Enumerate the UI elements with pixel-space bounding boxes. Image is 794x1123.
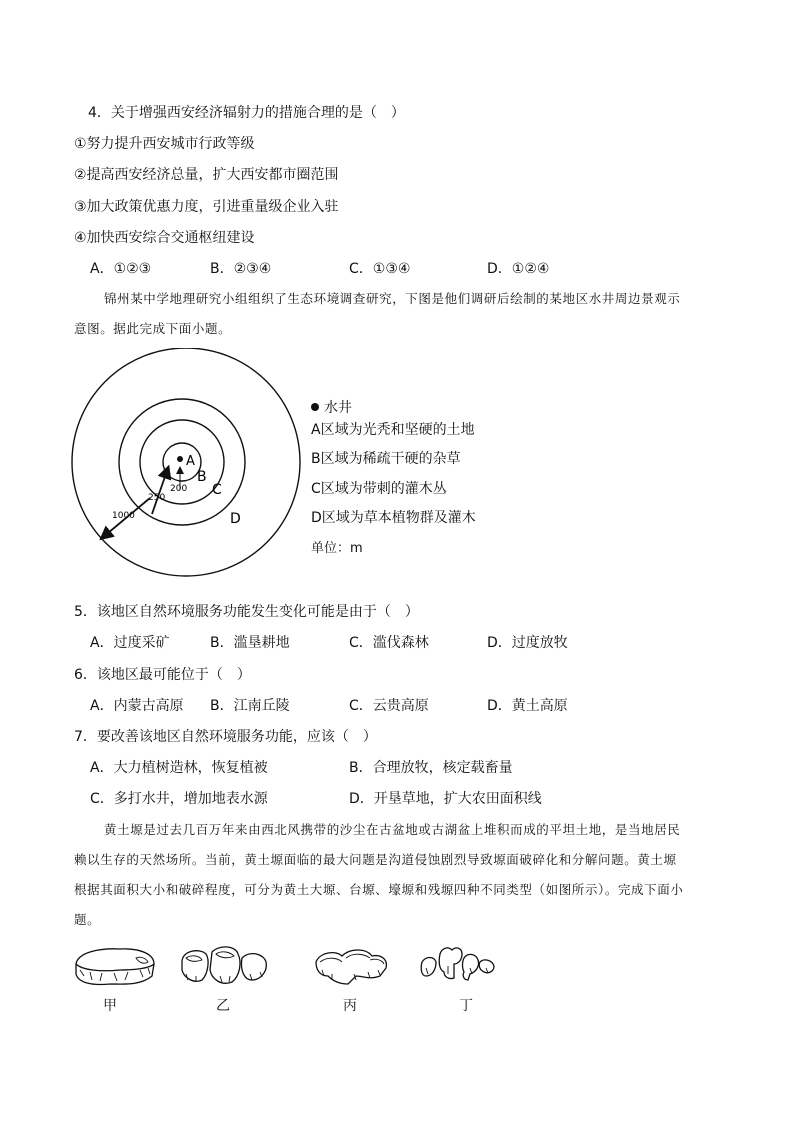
intro-paragraph-2 [74, 815, 722, 935]
label-c: C [212, 482, 222, 498]
label-ding: 丁 [459, 998, 473, 1014]
label-200: 200 [170, 484, 188, 494]
q7-option-d[interactable]: D．开垦草地，扩大农田面积线 [349, 791, 542, 807]
label-250: 250 [148, 493, 166, 503]
q5-stem: 5．该地区自然环境服务功能发生变化可能是由于（ ） [74, 604, 419, 620]
intro2-line3: 根据其面积大小和破碎程度，可分为黄土大塬、台塬、壕塬和残塬四种不同类型（如图所示）。完成下面小 [74, 882, 684, 897]
radius-arrow-1000 [102, 498, 150, 538]
q6-option-b[interactable]: B．江南丘陵 [210, 698, 290, 714]
q5-option-b[interactable]: B．滥垦耕地 [210, 635, 290, 651]
legend-c: C区域为带刺的灌木丛 [311, 481, 447, 497]
q4-item-3: ③加大政策优惠力度，引进重量级企业入驻 [74, 199, 339, 215]
legend-d: D区域为草本植物群及灌木 [311, 510, 476, 526]
q7-option-a[interactable]: A．大力植树造林，恢复植被 [90, 760, 268, 776]
q5-option-a[interactable]: A．过度采矿 [90, 635, 170, 651]
q7-stem: 7．要改善该地区自然环境服务功能，应该（ ） [74, 729, 377, 745]
legend-well-label: 水井 [324, 400, 352, 416]
label-b: B [197, 469, 207, 485]
q5-option-d[interactable]: D．过度放牧 [487, 635, 568, 651]
intro2-line4: 题。 [74, 912, 101, 927]
label-yi: 乙 [216, 998, 230, 1014]
plateau-bing-shape [316, 950, 386, 984]
legend-well [311, 399, 352, 417]
q4-item-2: ②提高西安经济总量，扩大西安都市圈范围 [74, 167, 339, 183]
q4-item-4: ④加快西安综合交通枢纽建设 [74, 230, 255, 246]
q6-option-a[interactable]: A．内蒙古高原 [90, 698, 184, 714]
plateau-yi-shape [182, 947, 266, 983]
loess-plateau-types-figure [70, 940, 510, 1000]
q6-option-d[interactable]: D．黄土高原 [487, 698, 568, 714]
label-d: D [230, 511, 241, 527]
label-a: A [186, 454, 195, 469]
well-symbol-icon [311, 403, 319, 411]
q4-option-b[interactable]: B．②③④ [210, 261, 272, 277]
q7-option-b[interactable]: B．合理放牧，核定载畜量 [349, 760, 513, 776]
zone-a-boundary [163, 443, 201, 481]
q4-option-d[interactable]: D．①②④ [487, 261, 550, 277]
intro1-line2: 意图。据此完成下面小题。 [74, 321, 232, 336]
q6-stem: 6．该地区最可能位于（ ） [74, 667, 251, 683]
intro1-line1: 锦州某中学地理研究小组组织了生态环境调查研究，下图是他们调研后绘制的某地区水井周边景观示 [104, 291, 681, 306]
legend-unit: 单位：m [311, 541, 363, 556]
plateau-jia-shape [76, 949, 154, 985]
q5-option-c[interactable]: C．滥伐森林 [349, 635, 429, 651]
q4-item-1: ①努力提升西安城市行政等级 [74, 136, 255, 152]
radius-arrow-250 [152, 468, 168, 514]
q4-stem: 4．关于增强西安经济辐射力的措施合理的是（ ） [88, 105, 405, 121]
intro2-line2: 赖以生存的天然场所。当前，黄土塬面临的最大问题是沟道侵蚀剧烈导致塬面破碎化和分解问题。黄土塬 [74, 852, 677, 867]
plateau-ding-shape [421, 948, 494, 980]
well-landscape-diagram [60, 348, 310, 598]
legend-a: A区域为光秃和坚硬的土地 [311, 422, 475, 438]
q7-option-c[interactable]: C．多打水井，增加地表水源 [90, 791, 268, 807]
zone-c-boundary [119, 399, 245, 525]
q4-option-c[interactable]: C．①③④ [349, 261, 411, 277]
intro2-line1: 黄土塬是过去几百万年来由西北风携带的沙尘在古盆地或古湖盆上堆积而成的平坦土地，是当地居民 [104, 822, 681, 837]
intro-paragraph-1 [74, 284, 722, 344]
well-dot [177, 456, 183, 462]
q6-option-c[interactable]: C．云贵高原 [349, 698, 429, 714]
label-jia: 甲 [103, 998, 117, 1014]
label-1000: 1000 [112, 511, 135, 521]
label-bing: 丙 [343, 998, 357, 1014]
legend-b: B区域为稀疏干硬的杂草 [311, 451, 461, 467]
q4-option-a[interactable]: A．①②③ [90, 261, 152, 277]
